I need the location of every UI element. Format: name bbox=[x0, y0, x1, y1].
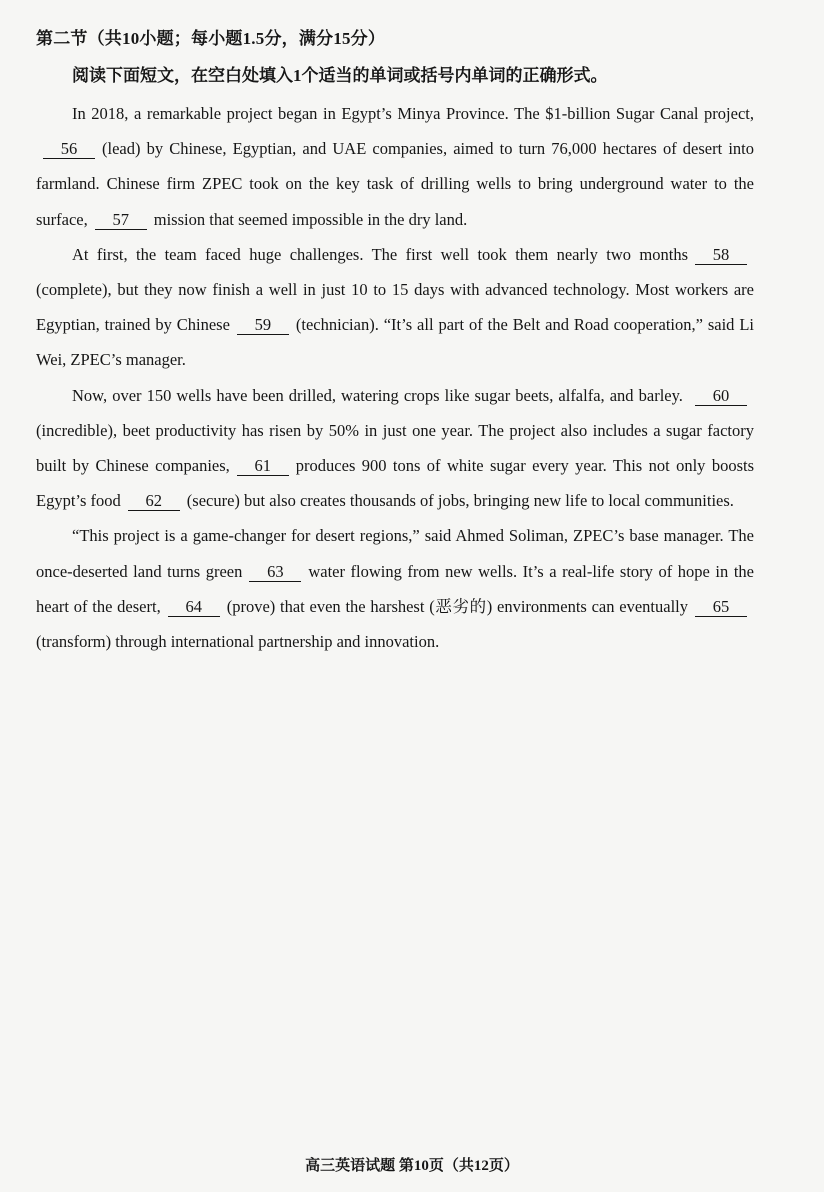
blank-60: 60 bbox=[695, 386, 747, 406]
blank-59: 59 bbox=[237, 315, 289, 335]
blank-57: 57 bbox=[95, 210, 147, 230]
p1-text-3: mission that seemed impossible in the dry land. bbox=[153, 209, 468, 229]
p2-text-2: (complete), but they now finish a well in just 10 to 15 days with advanced technology. Most workers are Egyptian, trained by Chinese bbox=[36, 280, 754, 335]
blank-64: 64 bbox=[168, 597, 220, 617]
p3-text-4: (secure) but also creates thousands of jobs, bringing new life to local communities. bbox=[186, 491, 734, 511]
p4-text-4: (transform) through international partnership and innovation. bbox=[36, 632, 440, 652]
p2-text-3: (technician). “It’s all part of the Belt and Road cooperation,” said Li Wei, ZPEC’s manager. bbox=[36, 315, 755, 370]
blank-62: 62 bbox=[128, 491, 180, 511]
blank-61: 61 bbox=[237, 456, 289, 476]
blank-58: 58 bbox=[695, 245, 747, 265]
page-footer: 高三英语试题 第10页（共12页） bbox=[305, 1158, 519, 1174]
reading-passage bbox=[36, 96, 754, 659]
instruction-text: 阅读下面短文，在空白处填入1个适当的单词或括号内单词的正确形式。 bbox=[72, 66, 608, 85]
paragraph-4 bbox=[36, 518, 754, 659]
paragraph-1 bbox=[36, 96, 754, 237]
p3-text-1: Now, over 150 wells have been drilled, watering crops like sugar beets, alfalfa, and barley. bbox=[72, 385, 683, 405]
paragraph-2 bbox=[36, 237, 754, 378]
section-title: 第二节（共10小题；每小题1.5分，满分15分） bbox=[36, 29, 386, 48]
p4-text-2: water flowing from new wells. It’s a real-life story of hope in the heart of the desert, bbox=[36, 561, 754, 616]
blank-65: 65 bbox=[695, 597, 747, 617]
blank-56: 56 bbox=[43, 139, 95, 159]
p1-text-2: (lead) by Chinese, Egyptian, and UAE companies, aimed to turn 76,000 hectares of desert into farmland. Chinese firm ZPEC took on the key task of drilling wells to bring underground water to the surface, bbox=[36, 139, 754, 229]
p3-text-3: produces 900 tons of white sugar every year. This not only boosts Egypt’s food bbox=[36, 456, 754, 511]
p4-text-1: “This project is a game-changer for desert regions,” said Ahmed Soliman, ZPEC’s base manager. The once-deserted land turns green bbox=[36, 526, 754, 581]
paragraph-3 bbox=[36, 378, 754, 519]
p2-text-1: At first, the team faced huge challenges. The first well took them nearly two months bbox=[72, 244, 688, 264]
p4-text-3: (prove) that even the harshest (恶劣的) environments can eventually bbox=[226, 596, 688, 616]
p3-text-2: (incredible), beet productivity has risen by 50% in just one year. The project also includes a sugar factory built by Chinese companies, bbox=[36, 420, 754, 476]
p1-text-1: In 2018, a remarkable project began in Egypt’s Minya Province. The $1-billion Sugar Canal project, bbox=[72, 104, 754, 123]
blank-63: 63 bbox=[249, 562, 301, 582]
